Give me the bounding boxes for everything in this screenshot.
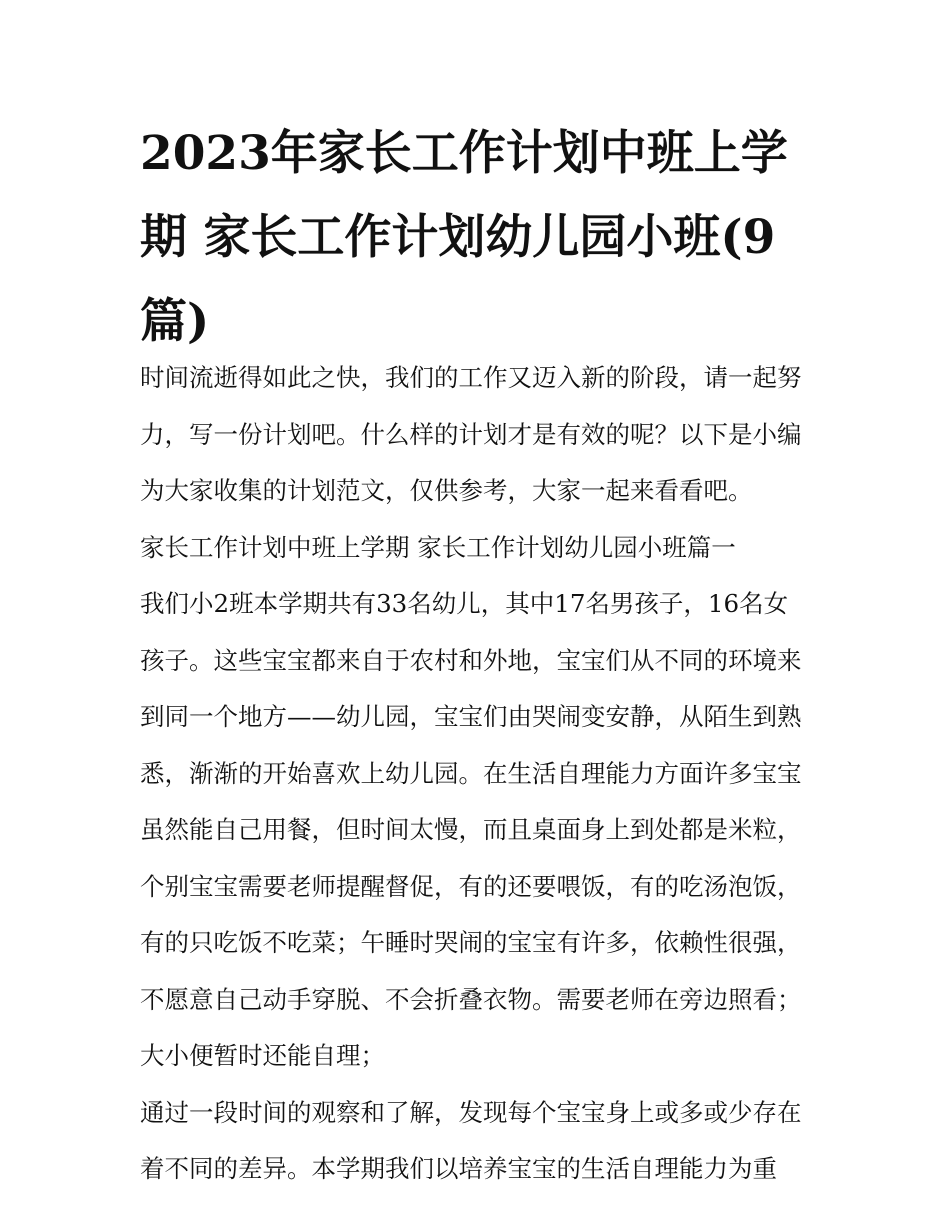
paragraph-line: 个别宝宝需要老师提醒督促，有的还要喂饭，有的吃汤泡饭， <box>140 871 802 901</box>
paragraph-line: 我们小2班本学期共有33名幼儿，其中17名男孩子，16名女 <box>140 589 789 618</box>
paragraph-line: 悉，渐渐的开始喜欢上幼儿园。在生活自理能力方面许多宝宝 <box>140 758 802 788</box>
section-heading: 家长工作计划中班上学期 家长工作计划幼儿园小班篇一 <box>140 532 736 562</box>
paragraph-line: 大小便暂时还能自理； <box>140 1041 385 1070</box>
paragraph-line: 不愿意自己动手穿脱、不会折叠衣物。需要老师在旁边照看； <box>140 984 802 1014</box>
paragraph-line: 孩子。这些宝宝都来自于农村和外地，宝宝们从不同的环境来 <box>140 645 802 675</box>
intro-line: 力，写一份计划吧。什么样的计划才是有效的呢？以下是小编 <box>140 419 802 449</box>
paragraph-line: 到同一个地方——幼儿园，宝宝们由哭闹变安静，从陌生到熟 <box>140 702 802 731</box>
title-line: 篇) <box>140 294 210 349</box>
document-body <box>140 350 820 1198</box>
paragraph-line: 通过一段时间的观察和了解，发现每个宝宝身上或多或少存在 <box>140 1097 802 1127</box>
paragraph-line: 虽然能自己用餐，但时间太慢，而且桌面身上到处都是米粒， <box>140 815 802 844</box>
paragraph-line: 着不同的差异。本学期我们以培养宝宝的生活自理能力为重 <box>140 1154 777 1183</box>
document-title <box>140 112 810 364</box>
intro-line: 为大家收集的计划范文，仅供参考，大家一起来看看吧。 <box>140 476 753 505</box>
intro-line: 时间流逝得如此之快，我们的工作又迈入新的阶段，请一起努 <box>140 363 802 392</box>
title-line: 2023年家长工作计划中班上学 <box>140 126 788 181</box>
paragraph-line: 有的只吃饭不吃菜；午睡时哭闹的宝宝有许多，依赖性很强， <box>140 928 802 957</box>
title-line: 期 家长工作计划幼儿园小班(9 <box>140 210 776 265</box>
